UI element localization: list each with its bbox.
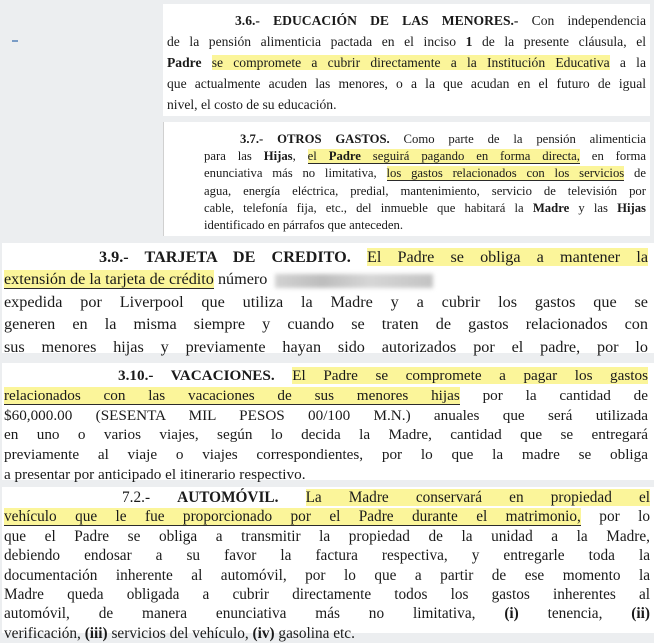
s72-highlight-2: vehículo que le fue proporcionado por el Padre durante el matrimonio, (4, 508, 581, 526)
s72-highlight-1: La Madre conservará en propiedad el (305, 489, 650, 506)
s36-line-3: Padre se compromete a cubrir directamente a la Institución Educativa a la (167, 55, 646, 70)
s72-line-5: documentación inherente al automóvil, por lo que a partir de ese momento la (4, 566, 650, 584)
s72-heading-number: 7.2.- (122, 489, 151, 506)
s72-line-3: que el Padre se obliga a transmitir la propiedad de la unidad a la Madre, (4, 527, 650, 545)
margin-mark (12, 40, 18, 42)
s310-heading: 3.10.- VACACIONES. (118, 367, 275, 384)
s37-line-4: agua, energía eléctrica, predial, mantenimiento, servicio de televisión por (204, 183, 646, 198)
s37-line-5: cable, telefonía fija, etc., del inmueble que habitará la Madre y las Hijas (204, 200, 646, 215)
s72-line-4: debiendo endosar a su favor la factura respectiva, y entregarle toda la (4, 547, 650, 565)
s72-heading: AUTOMÓVIL. (177, 489, 279, 506)
s310-line-1 (4, 366, 648, 386)
s39-line-1 (4, 246, 648, 268)
s36-line-4: que actualmente acuden las menores, o a la que acudan en el futuro de igual (167, 76, 646, 91)
s310-highlight-1: El Padre se compromete a pagar los gastos (292, 367, 649, 384)
s37-line-2: para las Hijas, el Padre seguirá pagando en forma directa, en forma (204, 149, 646, 164)
redacted-card-number (275, 274, 433, 288)
s310-highlight-2: relacionados con las vacaciones de sus menores hijas (4, 386, 460, 404)
s39-heading: 3.9.- TARJETA DE CREDITO. (99, 248, 351, 266)
s39-line-4: generen en la misma siempre y cuando se traten de gastos relacionados con (4, 315, 648, 334)
s39-highlight-1: El Padre se obliga a mantener la (366, 248, 649, 266)
s36-line-1: 3.6.- EDUCACIÓN DE LAS MENORES.- Con independencia (235, 13, 646, 28)
s72-line-8: verificación, (iii) servicios del vehículo, (iv) gasolina etc. (4, 624, 355, 642)
s37-line-1: 3.7.- OTROS GASTOS. Como parte de la pensión alimenticia (240, 132, 646, 146)
s72-line-7: automóvil, de manera enunciativa más no limitativa, (i) tenencia, (ii) (4, 605, 650, 623)
s36-heading: 3.6.- EDUCACIÓN DE LAS MENORES.- (235, 13, 519, 28)
s310-line-3: $60,000.00 (SESENTA MIL PESOS 00/100 M.N.) anuales que será utilizada (4, 406, 648, 424)
s37-highlight-2: los gastos relacionados con los servicios (386, 166, 625, 181)
s39-highlight-2: extensión de la tarjeta de crédito (4, 270, 214, 289)
s36-line-2: de la pensión alimenticia pactada en el inciso 1 de la presente cláusula, el (167, 34, 646, 49)
clip-section-3-7 (163, 122, 650, 236)
s310-line-4: en uno o varios viajes, según lo decida la Madre, cantidad que se entregará (4, 426, 648, 444)
s36-line-5: nivel, el costo de su educación. (167, 97, 337, 112)
s310-line-5: previamente al viaje o viajes correspondientes, por lo que la madre se obliga (4, 446, 648, 464)
s72-line-6: Madre queda obligada a cubrir directamente todos los gastos inherentes al (4, 586, 650, 604)
s72-line-2: vehículo que le fue proporcionado por el Padre durante el matrimonio, por lo (4, 508, 650, 526)
clip-section-3-6 (163, 4, 650, 116)
s310-line-2: relacionados con las vacaciones de sus menores hijas por la cantidad de (4, 386, 649, 404)
s37-line-3: enunciativa más no limitativa, los gastos relacionados con los servicios de (204, 166, 646, 181)
s39-line-5: sus menores hijas y previamente hayan sido autorizados por el padre, por lo (4, 337, 648, 356)
s39-line-2: extensión de la tarjeta de crédito número (4, 268, 648, 290)
s72-line-1 (4, 488, 650, 507)
s37-line-6: identificado en párrafos que anteceden. (204, 218, 404, 233)
s36-highlight: se compromete a cubrir directamente a la Institución Educativa (211, 55, 610, 70)
s310-line-6: a presentar por anticipado el itinerario respectivo. (4, 465, 306, 483)
clip-section-3-9 (2, 243, 654, 356)
clip-section-3-10 (2, 363, 654, 483)
s39-line-3: expedida por Liverpool que utiliza la Madre y a cubrir los gastos que se (4, 292, 648, 311)
s37-heading: 3.7.- OTROS GASTOS. (240, 132, 390, 146)
clip-section-7-2 (2, 487, 654, 642)
s37-highlight-1: el Padre seguirá pagando en forma directa, (307, 149, 580, 164)
